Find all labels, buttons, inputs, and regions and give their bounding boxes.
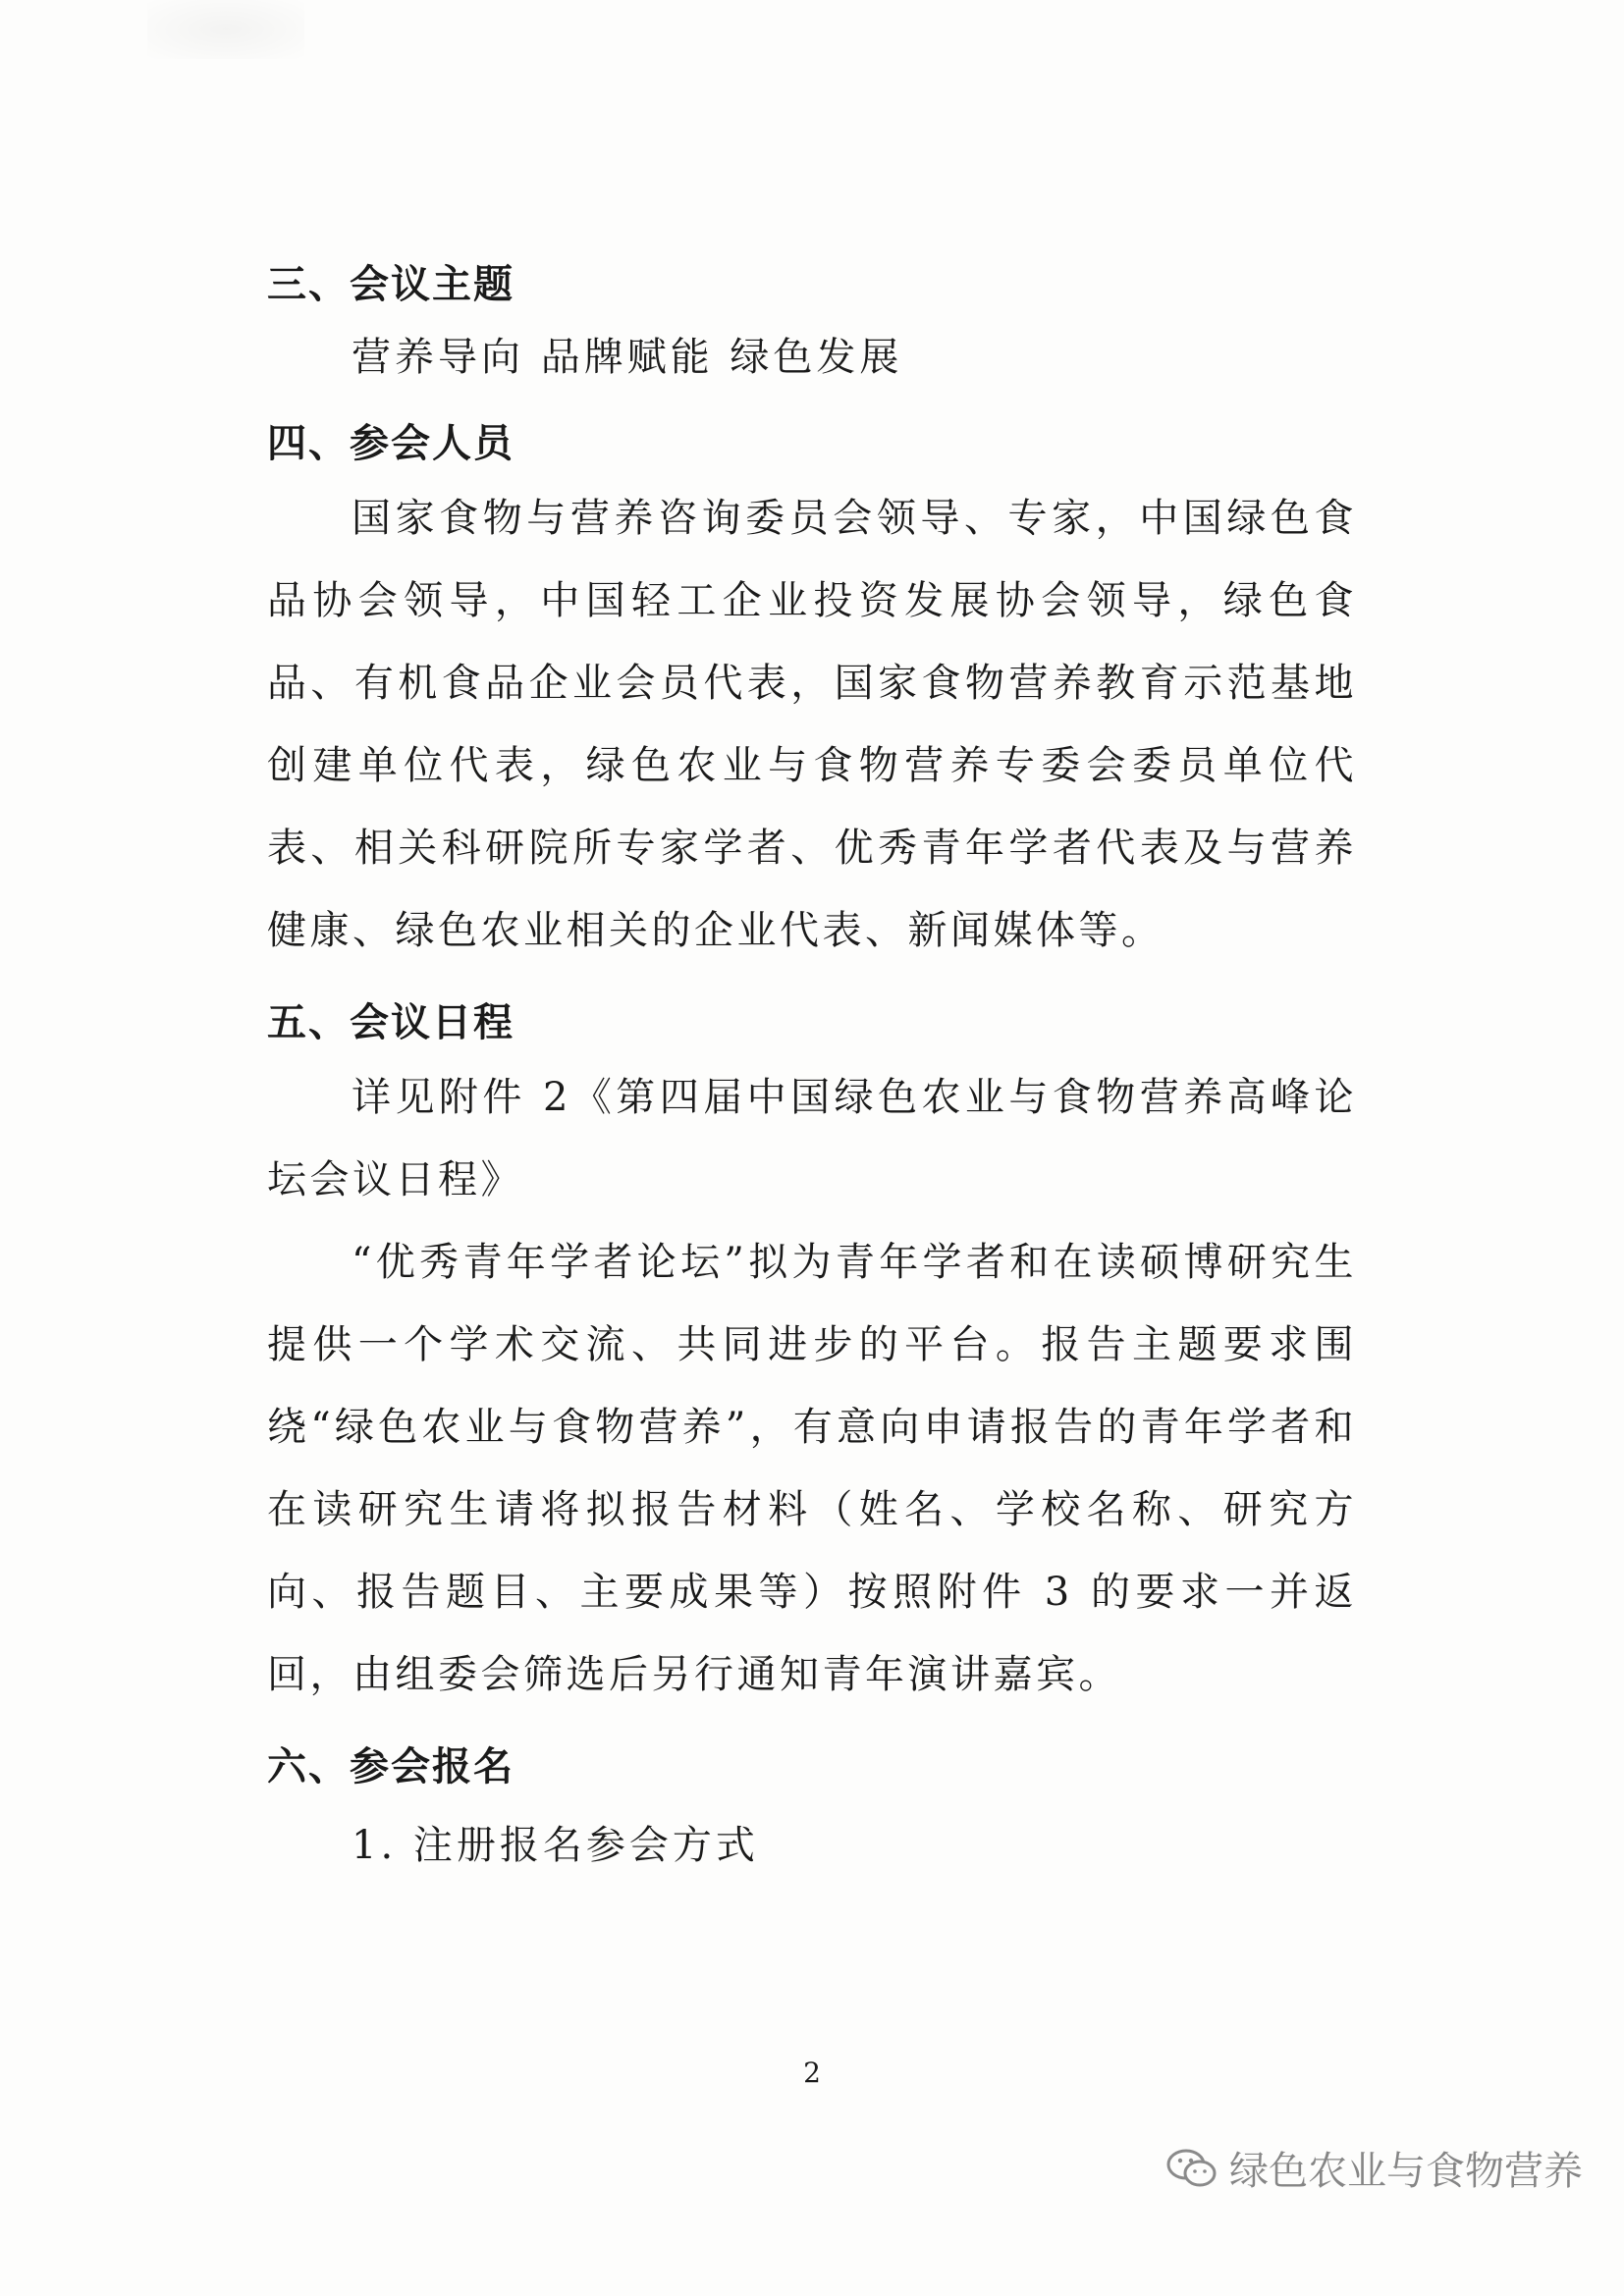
section-6-heading: 六、参会报名 bbox=[267, 1744, 514, 1789]
wechat-icon bbox=[1164, 2147, 1219, 2190]
scan-artifact bbox=[147, 0, 304, 59]
section-3-theme: 营养导向 品牌赋能 绿色发展 bbox=[352, 335, 903, 380]
section-4-paragraph: 国家食物与营养咨询委员会领导、专家，中国绿色食品协会领导，中国轻工企业投资发展协会领导，绿色食品、有机食品企业会员代表，国家食物营养教育示范基地创建单位代表，绿色农业与食物营养专委会委员单位代表、相关科研院所专家学者、优秀青年学者代表及与营养健康、绿色农业相关的企业代表、新闻媒体等。 bbox=[267, 496, 1357, 953]
section-6-item-1: 1. 注册报名参会方式 bbox=[352, 1823, 759, 1868]
section-4-heading: 四、参会人员 bbox=[267, 421, 514, 466]
section-5-heading: 五、会议日程 bbox=[267, 1000, 514, 1045]
section-3-heading: 三、会议主题 bbox=[267, 262, 514, 307]
section-5-paragraph-2: “优秀青年学者论坛”拟为青年学者和在读硕博研究生提供一个学术交流、共同进步的平台。报告主题要求围绕“绿色农业与食物营养”，有意向申请报告的青年学者和在读研究生请将拟报告材料（姓名、学校名称、研究方向、报告题目、主要成果等）按照附件 3 的要求一并返回，由组委会筛选后另行通知青年演讲嘉宾。 bbox=[267, 1240, 1357, 1697]
section-5-paragraph-1: 详见附件 2《第四届中国绿色农业与食物营养高峰论坛会议日程》 bbox=[267, 1075, 1357, 1202]
page-number: 2 bbox=[803, 2056, 821, 2089]
watermark bbox=[1164, 2140, 1583, 2196]
watermark-text: 绿色农业与食物营养 bbox=[1229, 2149, 1583, 2194]
